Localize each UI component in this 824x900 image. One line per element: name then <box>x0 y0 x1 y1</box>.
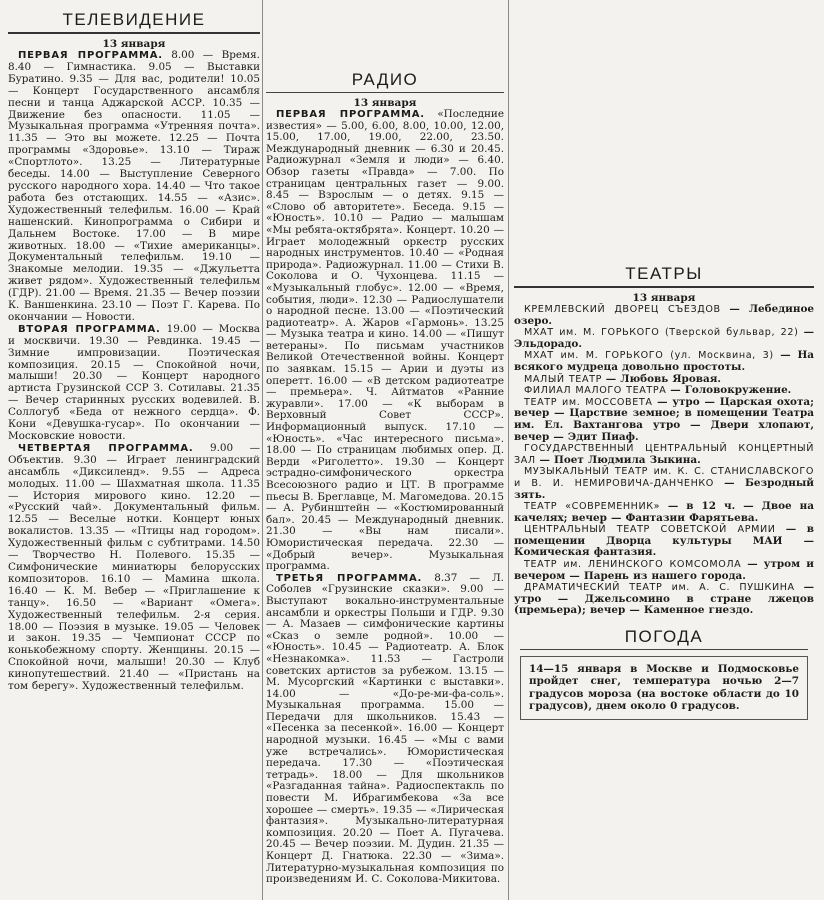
theatre-venue: ТЕАТР «СОВРЕМЕННИК» <box>524 501 661 513</box>
weather-heading: ПОГОДА <box>624 627 704 647</box>
theatre-venue: МАЛЫЙ ТЕАТР <box>524 373 602 385</box>
theatre-show: — Безродный зять. <box>514 476 814 501</box>
theatre-show: — Поет Людмила Зыкина. <box>539 453 701 466</box>
theatre-entry <box>514 443 814 466</box>
theatre-list <box>514 304 814 617</box>
theatres-top-spacer <box>514 0 814 264</box>
weather-heading-rule <box>520 649 808 650</box>
theatre-venue: ЦЕНТРАЛЬНЫЙ ТЕАТР СОВЕТСКОЙ АРМИИ <box>524 524 776 536</box>
theatres-heading: ТЕАТРЫ <box>625 264 703 283</box>
theatre-venue: ТЕАТР им. ЛЕНИНСКОГО КОМСОМОЛА <box>524 559 742 571</box>
theatre-show: — в помещении Дворца культуры МАИ — Комическая фантазия. <box>514 523 814 559</box>
theatre-venue: ФИЛИАЛ МАЛОГО ТЕАТРА <box>524 385 667 397</box>
theatre-venue: ДРАМАТИЧЕСКИЙ ТЕАТР им. А. С. ПУШКИНА <box>524 582 795 594</box>
tv-fourth-program-title: ЧЕТВЕРТАЯ ПРОГРАММА. <box>18 442 194 454</box>
column-divider <box>262 0 263 900</box>
tv-column <box>8 0 260 900</box>
theatre-venue: ГОСУДАРСТВЕННЫЙ ЦЕНТРАЛЬНЫЙ КОНЦЕРТНЫЙ ЗАЛ <box>514 443 814 466</box>
radio-heading: РАДИО <box>351 70 419 89</box>
theatre-show: — На всякого мудреца довольно простоты. <box>514 349 814 373</box>
radio-first-program-body: «Последние известия» — 5.00, 6.00, 8.00, 10.00, 12.00, 15.00, 17.00, 19.00, 22.00, 23.50. Международный дневник — 6.30 и 20.45. Радиожурнал «Земля и люди» — 6.40. Обзор газеты «Правда» — 7.00. По страницам центральных газет — 9.00. 8.45 — Взрослым — о детях. 9.15 — «Слово об авторитете». Беседа. 9.15 — «Юность». 10.10 — Радио — малышам «Мы ребята-октябрята». Концерт. 10.20 — Играет молодежный оркестр русских народных инструментов. 10.40 — «Родная природа». Радиожурнал. 11.00 — Стихи В. Соколова и О. Чухонцева. 11.15 — «Музыкальный глобус». 12.00 — «Время, события, люди». 12.30 — Радиослушатели о народной песне. 13.00 — «Поэтический радиотеатр». А. Жаров «Гармонь». 13.25 — Музыка театра и кино. 14.00 — «Пишут ветераны». По письмам участников Великой Отечественной войны. Концерт по заявкам. 15.15 — Арии и дуэты из оперетт. 16.00 — «В детском радиотеатре — премьера». Ч. Айтматов «Ранние журавли». 17.00 — «К выборам в Верховный Совет СССР». Информационный выпуск. 17.10 — «Юность». «Час интересного письма». 18.00 — По страницам любимых опер. Д. Верди «Риголетто». 19.30 — Концерт эстрадно-симфонического оркестра Всесоюзного радио и ЦТ. В программе пьесы В. Бреглавце, М. Магомедова. 20.15 — А. Рубинштейн — «Костюмированный бал». 20.45 — Международный дневник. 21.30 — «Вы нам писали». Юмористическая передача. 22.30 — «Добрый вечер». Музыкальная программа. <box>266 108 504 573</box>
weather-text: 14—15 января в Москве и Подмосковье пройдет снег, температура ночью 2—7 градусов мороза (на востоке области до 10 градусов), днем около 0 градусов. <box>529 663 799 713</box>
radio-first-program-title: ПЕРВАЯ ПРОГРАММА. <box>276 109 425 120</box>
radio-first-program <box>266 109 504 573</box>
weather-spacer <box>514 617 814 627</box>
radio-third-program-body: 8.37 — Л. Соболев «Грузинские сказки». 9.00 — Выступают вокально-инструментальные ансамбли и оркестры Польши и ГДР. 9.30 — А. Мазаев — симфонические картины «Сказ о земле родной». 10.00 — «Юность». 10.45 — Радиотеатр. А. Блок «Незнакомка». 11.53 — Гастроли советских артистов за рубежом. 13.15 — М. Мусоргский «Картинки с выставки». 14.00 — «До-ре-ми-фа-соль». Музыкальная программа. 15.00 — Передачи для школьников. 15.43 — «Песенка за песенкой». 16.00 — Концерт народной музыки. 16.45 — «Мы с вами уже встречались». Юмористическая передача. 17.30 — «Поэтическая тетрадь». 18.00 — Для школьников «Разгаданная тайна». Радиоспектакль по повести М. Ибрагимбекова «За все хорошее — смерть». 19.35 — «Лирическая фантазия». Музыкально-литературная композиция. 20.20 — Поет А. Пугачева. 20.45 — Вечер поэзии. М. Дудин. 21.35 — Концерт Д. Гнатюка. 22.30 — «Зима». Литературно-музыкальная композиция по произведениям И. С. Соколова-Микитова. <box>266 571 504 886</box>
theatre-show: — утро — Царская охота; вечер — Царствие земное; в помещении Театра им. Ел. Вахтангова утро — Двери хлопают, вечер — Эдит Пиаф. <box>514 395 814 443</box>
weather-forecast <box>520 656 808 720</box>
theatre-entry <box>514 582 814 617</box>
theatre-show: — Любовь Яровая. <box>605 372 722 385</box>
theatre-entry <box>514 466 814 501</box>
tv-second-program-body: 19.00 — Москва и москвичи. 19.30 — Ревдинка. 19.45 — Зимние импровизации. Поэтическая композиция. 20.15 — Спокойной ночи, малыши! 20.30 — Концерт народного артиста Грузинской ССР З. Сотилавы. 21.35 — Вечер старинных русских водевилей. В. Соллогуб «Беда от нежного сердца». Ф. Кони «Девушка-гусар». По окончании — Московские новости. <box>8 322 260 442</box>
theatre-entry <box>514 524 814 559</box>
theatre-venue: КРЕМЛЕВСКИЙ ДВОРЕЦ СЪЕЗДОВ <box>524 304 721 315</box>
tv-date: 13 января <box>102 38 166 50</box>
tv-heading: ТЕЛЕВИДЕНИЕ <box>62 10 206 29</box>
theatre-venue: МУЗЫКАЛЬНЫЙ ТЕАТР им. К. С. СТАНИСЛАВСКОГО и В. И. НЕМИРОВИЧА-ДАНЧЕНКО <box>514 466 814 489</box>
theatre-show: — в 12 ч. — Двое на качелях; вечер — Фантазии Фарятьева. <box>514 500 814 524</box>
theatre-show: — Эльдорадо. <box>514 326 814 350</box>
theatre-show: — Головокружение. <box>670 384 792 397</box>
theatre-entry <box>514 304 814 327</box>
theatre-show: — утро — Джельсомино в стране лжецов (премьера); вечер — Каменное гнездо. <box>514 581 814 617</box>
tv-fourth-program-body: 9.00 — Объектив. 9.30 — Играет ленинградский ансамбль «Диксиленд». 9.55 — Адреса молодых. 11.00 — Шахматная школа. 11.35 — История мирового кино. 12.20 — «Русский чай». Документальный фильм. 12.55 — Веселые нотки. Концерт юных вокалистов. 13.35 — «Птицы над городом». Художественный фильм с субтитрами. 14.50 — Творчество Н. Полевого. 15.35 — Симфонические миниатюры белорусских композиторов. 16.10 — Мамина школа. 16.40 — К. М. Вебер — «Приглашение к танцу». 16.50 — «Вариант «Омега». Художественный телефильм. 2-я серия. 18.00 — Поэзия в музыке. 19.05 — Человек и закон. 19.35 — Чемпионат СССР по конькобежному спорту. Женщины. 20.15 — Спокойной ночи, малыши! 20.30 — Клуб кинопутешествий. 21.40 — «Пристань на том берегу». Художественный телефильм. <box>8 441 260 693</box>
tv-heading-rule <box>8 32 260 34</box>
radio-heading-rule <box>266 92 504 93</box>
theatre-venue: МХАТ им. М. ГОРЬКОГО (Тверской бульвар, 22) <box>524 327 799 339</box>
tv-first-program <box>8 50 260 324</box>
tv-second-program-title: ВТОРАЯ ПРОГРАММА. <box>18 323 161 335</box>
tv-fourth-program <box>8 443 260 693</box>
theatre-entry <box>514 559 814 582</box>
theatre-venue: МХАТ им. М. ГОРЬКОГО (ул. Москвина, 3) <box>524 350 774 362</box>
radio-top-spacer <box>266 0 504 70</box>
tv-first-program-body: 8.00 — Время. 8.40 — Гимнастика. 9.05 — Выставки Буратино. 9.35 — Для вас, родители! 10.05 — Концерт Государственного ансамбля песни и танца Аджарской АССР. 10.35 — Движение без опасности. 11.05 — Музыкальная программа «Утренняя почта». 11.35 — Это вы можете. 12.25 — Почта программы «Здоровье». 13.10 — Тираж «Спортлото». 13.25 — Литературные беседы. 14.00 — Выступление Северного русского народного хора. 14.40 — Что такое работа без отстающих. 14.55 — «Азис». Художественный телефильм. 16.00 — Край нашенский. Кинопрограмма о Сибири и Дальнем Востоке. 17.00 — В мире животных. 18.00 — «Тихие американцы». Документальный телефильм. 19.10 — Знакомые мелодии. 19.35 — «Джульетта живет рядом». Художественный телефильм (ГДР). 21.00 — Время. 21.35 — Вечер поэзии К. Ваншенкина. 23.10 — Поэт Г. Карева. По окончании — Новости. <box>8 49 260 323</box>
theatre-entry <box>514 327 814 350</box>
radio-column <box>266 0 504 900</box>
theatre-entry <box>514 350 814 373</box>
radio-third-program <box>266 573 504 886</box>
tv-first-program-title: ПЕРВАЯ ПРОГРАММА. <box>18 50 163 61</box>
theatre-show: — утром и вечером — Парень из нашего города. <box>514 558 814 582</box>
theatre-entry <box>514 397 814 443</box>
radio-third-program-title: ТРЕТЬЯ ПРОГРАММА. <box>276 572 423 584</box>
theatres-column <box>514 0 814 900</box>
theatre-venue: ТЕАТР им. МОССОВЕТА <box>524 396 653 408</box>
tv-second-program <box>8 324 260 443</box>
theatre-show: — Лебединое озеро. <box>514 303 814 327</box>
theatre-entry <box>514 501 814 524</box>
theatres-heading-rule <box>514 286 814 288</box>
radio-date: 13 января <box>353 97 417 109</box>
theatres-date: 13 января <box>632 292 696 304</box>
column-divider <box>508 0 509 900</box>
